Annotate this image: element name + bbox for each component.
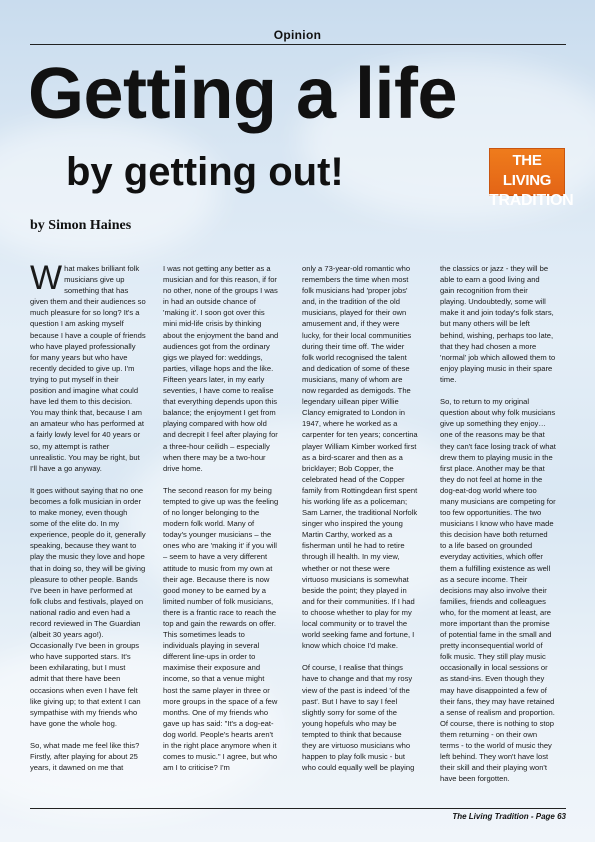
top-divider bbox=[30, 44, 566, 45]
logo-line-2: TRADITION bbox=[489, 192, 574, 209]
bottom-divider bbox=[30, 808, 566, 809]
headline: Getting a life bbox=[28, 54, 458, 134]
paragraph-text: hat makes brilliant folk musicians give up something that has given them and their audiences so much pleasure for so long? It's a question I am asking myself because I have a couple of friends who have played professionally for many years but who have recently decided to give up. I'm trying to put myself in their position and imagine what could have led them to this decision. You may think that, because I am an amateur who has performed at a fairly lowly level for 40 years or so, my attempt is rather unrealistic. You may be right, but I'll have a go anyway. bbox=[30, 264, 146, 473]
subheadline: by getting out! bbox=[66, 150, 344, 194]
paragraph bbox=[30, 259, 146, 474]
page-footer: The Living Tradition - Page 63 bbox=[452, 812, 566, 821]
paragraph: I was not getting any better as a musician and for this reason, if for no other, none of the groups I was in had an outside chance of 'making it'. I soon got over this mini mid-life crisis by thinking about the enjoyment the band and audiences got from the ordinary gigs we played for: weddings, parties, village hops and the like. Fifteen years later, in my early seventies, I have come to realise that everything depends upon this balance; the enjoyment I get from playing compared with how old and decrepit I feel after playing for a three-hour ceilidh – especially when there may be a two-hour drive home. bbox=[163, 264, 279, 473]
living-tradition-logo bbox=[489, 148, 574, 209]
paragraph: So, to return to my original question about why folk musicians give up something they enjoy… one of the reasons may be that they can't face losing track of what drew them to playing music in the first place. Another may be that they do not feel at home in the dog-eat-dog world where too many musicians are competing for too few opportunities. The two musicians I know who have made this decision have both returned to a life based on grounded everyday activities, which offer them a fulfilling existence as well as a secure income. Their decisions may also involve their families, friends and colleagues who, for the moment at least, are more important than the promise of potential fame in the small and pretty inconsequential world of folk music. They still play music occasionally in local sessions or as stand-ins. Even though they may have disappointed a few of their fans, they may have retained a sense of realism and proportion. Of course, there is nothing to stop them returning - on their own terms - to the world of music they left behind. They won't have lost their skill and their playing won't have been forgotten. bbox=[440, 397, 556, 784]
article-column-2 bbox=[163, 263, 279, 784]
paragraph: So, what made me feel like this? Firstly, after playing for about 25 years, it dawned on me that bbox=[30, 741, 140, 773]
article-column-4 bbox=[440, 263, 556, 796]
logo-line-1: THE LIVING bbox=[502, 152, 552, 189]
paragraph: the classics or jazz - they will be able to earn a good living and gain recognition from their playing. Undoubtedly, some will make it and join today's folk stars, but many others will be left behind, wishing, perhaps too late, that they had chosen a more 'normal' job which allowed them to enjoy playing music in their spare time. bbox=[440, 264, 556, 384]
byline: by Simon Haines bbox=[30, 218, 132, 233]
article-body bbox=[30, 259, 566, 803]
section-label: Opinion bbox=[273, 28, 322, 42]
article-column-1 bbox=[30, 259, 146, 784]
paragraph: The second reason for my being tempted to give up was the feeling of no longer belonging to the modern folk world. Many of today's younger musicians – the ones who are 'making it' if you will – seem to have a very different attitude to music from my own at their age. Because there is now good money to be earned by a limited number of folk musicians, there is a frantic race to reach the top and gain the rewards on offer. This sometimes leads to individuals playing in several different line-ups in order to maximise their exposure and income, so that a venue might host the same player in three or more groups in the space of a few months. One of my friends who gave up has said: "It's a dog-eat-dog world. People's hearts aren't in the right place anymore when it comes to music." I agree, but who am I to criticise? I'm bbox=[163, 485, 279, 773]
paragraph: It goes without saying that no one becomes a folk musician in order to make money, even though some of the elite do. In my experience, people do it, generally speaking, because they want to play the music they love and hope that in doing so, they will be giving pleasure to other people. Bands I've been in have performed at folk clubs and festivals, played on national radio and even had a record reviewed in The Guardian (albeit 30 years ago!). Occasionally I've been in groups who have supported stars. It's been exhilarating, but I must admit that there have been occasions when even I have felt like giving up; to that extent I can sympathise with my friends who have gone the whole hog. bbox=[30, 485, 146, 728]
drop-cap: W bbox=[30, 259, 63, 297]
paragraph: only a 73-year-old romantic who remembers the time when most folk musicians had 'proper jobs' and, in the tradition of the old musicians, played for their own amusement and, if they were lucky, for their local communities during their time off. The wider folk world recognised the talent and dedication of some of these musicians, many of whom are now regarded as demigods. The legendary uillean piper Willie Clancy emigrated to London in 1947, where he worked as a carpenter for ten years; concertina player William Kimber worked first as a bird-scarer and then as a bricklayer; Bob Copper, the celebrated head of the Copper family from Rottingdean first spent his working life as a policeman; Sam Larner, the traditional Norfolk singer who inspired the young Martin Carthy, worked as a fisherman until he had to retire through ill health. In my view, whether or not these were virtuoso musicians is somewhat beside the point; they played in and for their communities. If I had to choose whether to play for my local community or to travel the world seeking fame and fortune, I know which choice I'd make. bbox=[302, 264, 418, 651]
paragraph: Of course, I realise that things have to change and that my rosy view of the past is indeed 'of the past'. But I have to say I feel slightly sorry for some of the young hopefuls who may be tempted to think that because they are virtuoso musicians who happen to play folk music - but who could equally well be playing bbox=[302, 663, 415, 773]
article-column-3 bbox=[302, 263, 418, 784]
